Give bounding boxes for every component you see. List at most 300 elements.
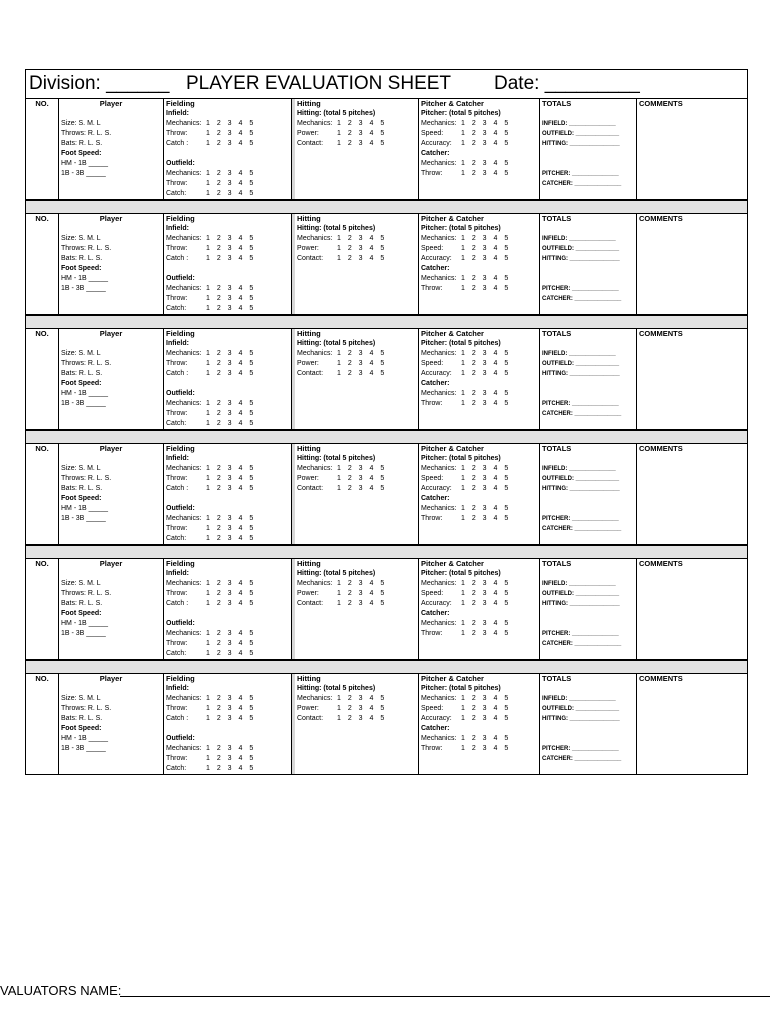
rating-scale[interactable]: 1 2 3 4 5 (206, 400, 254, 407)
total-catcher-field[interactable]: CATCHER: ______________ (542, 756, 622, 762)
no-header: NO. (35, 444, 49, 453)
totals-header: TOTALS (542, 559, 572, 568)
rating-scale[interactable]: 1 2 3 4 5 (337, 130, 385, 137)
rating-scale[interactable]: 1 2 3 4 5 (461, 170, 509, 177)
total-hitting-field[interactable]: HITTING: _______________ (542, 141, 620, 147)
pitcher-catcher-cell (419, 99, 540, 199)
rating-label: Speed: (421, 130, 444, 137)
bats-field[interactable]: Bats: R. L. S. (61, 715, 103, 722)
rating-label: Accuracy: (421, 140, 452, 147)
outfield-label: Outfield: (166, 620, 195, 627)
no-cell[interactable] (26, 214, 59, 314)
hitting-subheader: Hitting: (total 5 pitches) (297, 455, 376, 462)
bats-field[interactable]: Bats: R. L. S. (61, 485, 103, 492)
totals-cell (540, 559, 637, 659)
pitcher-subheader: Pitcher: (total 5 pitches) (421, 225, 501, 232)
rating-label: Accuracy: (421, 715, 452, 722)
no-cell[interactable] (26, 559, 59, 659)
fielding-header: Fielding (166, 329, 195, 338)
rating-label: Accuracy: (421, 370, 452, 377)
rating-scale[interactable]: 1 2 3 4 5 (337, 140, 385, 147)
rating-scale[interactable]: 1 2 3 4 5 (206, 245, 254, 252)
totals-header: TOTALS (542, 214, 572, 223)
rating-label: Throw: (421, 285, 443, 292)
rating-label: Speed: (421, 475, 444, 482)
fielding-header: Fielding (166, 214, 195, 223)
rating-scale[interactable]: 1 2 3 4 5 (337, 360, 385, 367)
pitcher-catcher-cell (419, 329, 540, 429)
rating-scale[interactable]: 1 2 3 4 5 (461, 475, 509, 482)
evaluation-sheet (25, 69, 748, 775)
total-catcher-field[interactable]: CATCHER: ______________ (542, 181, 622, 187)
rating-label: Catch : (166, 140, 189, 147)
rating-label: Throw: (166, 180, 188, 187)
rating-scale[interactable]: 1 2 3 4 5 (337, 350, 385, 357)
fielding-cell (164, 99, 292, 199)
size-field[interactable]: Size: S. M. L (61, 580, 101, 587)
size-field[interactable]: Size: S. M. L (61, 120, 101, 127)
comments-header: COMMENTS (639, 444, 683, 453)
player-cell (59, 214, 164, 314)
rating-scale[interactable]: 1 2 3 4 5 (461, 620, 509, 627)
rating-label: Catch : (166, 485, 189, 492)
rating-scale[interactable]: 1 2 3 4 5 (206, 475, 254, 482)
rating-scale[interactable]: 1 2 3 4 5 (206, 600, 254, 607)
fielding-cell (164, 214, 292, 314)
pitcher-catcher-cell (419, 214, 540, 314)
rating-label: Mechanics: (421, 390, 457, 397)
rating-scale[interactable]: 1 2 3 4 5 (337, 475, 385, 482)
1b-3b-field[interactable]: 1B - 3B _____ (61, 285, 106, 292)
rating-label: Catch: (166, 190, 187, 197)
player-blocks (25, 98, 748, 775)
title-bar (25, 69, 748, 98)
pitcher-subheader: Pitcher: (total 5 pitches) (421, 570, 501, 577)
rating-label: Mechanics: (297, 465, 333, 472)
fielding-cell (164, 674, 292, 774)
hm-1b-field[interactable]: HM - 1B _____ (61, 160, 109, 167)
foot-speed-label: Foot Speed: (61, 265, 102, 272)
total-pitcher-field[interactable]: PITCHER: ______________ (542, 286, 619, 292)
rating-label: Contact: (297, 600, 324, 607)
rating-scale[interactable]: 1 2 3 4 5 (206, 120, 254, 127)
total-hitting-field[interactable]: HITTING: _______________ (542, 716, 620, 722)
rating-scale[interactable]: 1 2 3 4 5 (206, 640, 254, 647)
rating-scale[interactable]: 1 2 3 4 5 (461, 245, 509, 252)
total-infield-field[interactable]: INFIELD: ______________ (542, 236, 616, 242)
player-block (25, 558, 748, 660)
block-divider (25, 200, 748, 213)
infield-label: Infield: (166, 455, 189, 462)
rating-scale[interactable]: 1 2 3 4 5 (461, 630, 509, 637)
total-pitcher-field[interactable]: PITCHER: ______________ (542, 401, 619, 407)
total-infield-field[interactable]: INFIELD: ______________ (542, 351, 616, 357)
outfield-label: Outfield: (166, 505, 195, 512)
bats-field[interactable]: Bats: R. L. S. (61, 255, 103, 262)
rating-scale[interactable]: 1 2 3 4 5 (337, 600, 385, 607)
infield-label: Infield: (166, 225, 189, 232)
outfield-label: Outfield: (166, 275, 195, 282)
rating-label: Throw: (166, 130, 188, 137)
rating-scale[interactable]: 1 2 3 4 5 (461, 745, 509, 752)
rating-label: Mechanics: (166, 170, 202, 177)
rating-scale[interactable]: 1 2 3 4 5 (337, 465, 385, 472)
rating-scale[interactable]: 1 2 3 4 5 (461, 390, 509, 397)
rating-scale[interactable]: 1 2 3 4 5 (337, 590, 385, 597)
player-block (25, 213, 748, 315)
no-cell[interactable] (26, 674, 59, 774)
rating-label: Mechanics: (421, 120, 457, 127)
rating-scale[interactable]: 1 2 3 4 5 (206, 255, 254, 262)
player-cell (59, 444, 164, 544)
pitcher-catcher-cell (419, 444, 540, 544)
rating-scale[interactable]: 1 2 3 4 5 (206, 630, 254, 637)
rating-scale[interactable]: 1 2 3 4 5 (337, 705, 385, 712)
player-block (25, 443, 748, 545)
total-catcher-field[interactable]: CATCHER: ______________ (542, 641, 622, 647)
hitting-subheader: Hitting: (total 5 pitches) (297, 225, 376, 232)
hitting-header: Hitting (297, 444, 321, 453)
rating-scale[interactable]: 1 2 3 4 5 (206, 285, 254, 292)
block-divider (25, 315, 748, 328)
1b-3b-field[interactable]: 1B - 3B _____ (61, 515, 106, 522)
no-header: NO. (35, 559, 49, 568)
total-catcher-field[interactable]: CATCHER: ______________ (542, 296, 622, 302)
rating-scale[interactable]: 1 2 3 4 5 (337, 715, 385, 722)
1b-3b-field[interactable]: 1B - 3B _____ (61, 630, 106, 637)
total-pitcher-field[interactable]: PITCHER: ______________ (542, 631, 619, 637)
totals-header: TOTALS (542, 444, 572, 453)
throws-field[interactable]: Throws: R. L. S. (61, 360, 112, 367)
totals-header: TOTALS (542, 329, 572, 338)
evaluators-name-field[interactable] (120, 996, 770, 997)
1b-3b-field[interactable]: 1B - 3B _____ (61, 745, 106, 752)
rating-scale[interactable]: 1 2 3 4 5 (337, 255, 385, 262)
rating-scale[interactable]: 1 2 3 4 5 (206, 295, 254, 302)
rating-label: Power: (297, 475, 319, 482)
total-outfield-field[interactable]: OUTFIELD: _____________ (542, 476, 620, 482)
no-cell[interactable] (26, 444, 59, 544)
rating-scale[interactable]: 1 2 3 4 5 (206, 590, 254, 597)
no-cell[interactable] (26, 99, 59, 199)
rating-scale[interactable]: 1 2 3 4 5 (206, 715, 254, 722)
rating-scale[interactable]: 1 2 3 4 5 (461, 735, 509, 742)
size-field[interactable]: Size: S. M. L (61, 235, 101, 242)
total-infield-field[interactable]: INFIELD: ______________ (542, 696, 616, 702)
rating-scale[interactable]: 1 2 3 4 5 (206, 235, 254, 242)
hm-1b-field[interactable]: HM - 1B _____ (61, 505, 109, 512)
rating-scale[interactable]: 1 2 3 4 5 (461, 590, 509, 597)
hm-1b-field[interactable]: HM - 1B _____ (61, 735, 109, 742)
1b-3b-field[interactable]: 1B - 3B _____ (61, 170, 106, 177)
total-outfield-field[interactable]: OUTFIELD: _____________ (542, 246, 620, 252)
rating-label: Throw: (166, 705, 188, 712)
comments-cell[interactable] (637, 214, 747, 314)
rating-scale[interactable]: 1 2 3 4 5 (206, 410, 254, 417)
hitting-cell (295, 99, 419, 199)
comments-cell[interactable] (637, 444, 747, 544)
rating-label: Throw: (166, 410, 188, 417)
rating-label: Mechanics: (421, 620, 457, 627)
rating-scale[interactable]: 1 2 3 4 5 (337, 235, 385, 242)
no-header: NO. (35, 329, 49, 338)
throws-field[interactable]: Throws: R. L. S. (61, 590, 112, 597)
rating-scale[interactable]: 1 2 3 4 5 (206, 305, 254, 312)
rating-label: Mechanics: (166, 515, 202, 522)
rating-scale[interactable]: 1 2 3 4 5 (206, 170, 254, 177)
foot-speed-label: Foot Speed: (61, 610, 102, 617)
rating-scale[interactable]: 1 2 3 4 5 (206, 180, 254, 187)
rating-scale[interactable]: 1 2 3 4 5 (461, 715, 509, 722)
date-label[interactable]: Date: _________ (494, 73, 640, 94)
total-outfield-field[interactable]: OUTFIELD: _____________ (542, 591, 620, 597)
catcher-subheader: Catcher: (421, 725, 450, 732)
rating-scale[interactable]: 1 2 3 4 5 (461, 285, 509, 292)
rating-label: Throw: (166, 640, 188, 647)
rating-scale[interactable]: 1 2 3 4 5 (206, 650, 254, 657)
division-label[interactable]: Division: ______ (29, 73, 170, 94)
rating-label: Catch: (166, 765, 187, 772)
rating-label: Catch : (166, 255, 189, 262)
rating-scale[interactable]: 1 2 3 4 5 (337, 485, 385, 492)
block-divider (25, 660, 748, 673)
hitting-header: Hitting (297, 214, 321, 223)
rating-scale[interactable]: 1 2 3 4 5 (206, 765, 254, 772)
rating-scale[interactable]: 1 2 3 4 5 (337, 695, 385, 702)
total-pitcher-field[interactable]: PITCHER: ______________ (542, 746, 619, 752)
comments-cell[interactable] (637, 99, 747, 199)
total-pitcher-field[interactable]: PITCHER: ______________ (542, 171, 619, 177)
rating-label: Mechanics: (421, 735, 457, 742)
rating-label: Accuracy: (421, 255, 452, 262)
infield-label: Infield: (166, 340, 189, 347)
rating-scale[interactable]: 1 2 3 4 5 (461, 275, 509, 282)
outfield-label: Outfield: (166, 160, 195, 167)
total-catcher-field[interactable]: CATCHER: ______________ (542, 526, 622, 532)
1b-3b-field[interactable]: 1B - 3B _____ (61, 400, 106, 407)
rating-label: Speed: (421, 705, 444, 712)
rating-label: Contact: (297, 715, 324, 722)
rating-label: Contact: (297, 255, 324, 262)
foot-speed-label: Foot Speed: (61, 380, 102, 387)
total-hitting-field[interactable]: HITTING: _______________ (542, 371, 620, 377)
rating-label: Mechanics: (421, 505, 457, 512)
rating-label: Throw: (166, 360, 188, 367)
comments-cell[interactable] (637, 559, 747, 659)
rating-scale[interactable]: 1 2 3 4 5 (206, 485, 254, 492)
total-pitcher-field[interactable]: PITCHER: ______________ (542, 516, 619, 522)
size-field[interactable]: Size: S. M. L (61, 465, 101, 472)
total-outfield-field[interactable]: OUTFIELD: _____________ (542, 131, 620, 137)
rating-label: Power: (297, 245, 319, 252)
comments-header: COMMENTS (639, 329, 683, 338)
hitting-cell (295, 444, 419, 544)
rating-scale[interactable]: 1 2 3 4 5 (206, 465, 254, 472)
rating-scale[interactable]: 1 2 3 4 5 (206, 370, 254, 377)
rating-scale[interactable]: 1 2 3 4 5 (206, 140, 254, 147)
rating-scale[interactable]: 1 2 3 4 5 (461, 505, 509, 512)
fielding-header: Fielding (166, 559, 195, 568)
rating-label: Speed: (421, 245, 444, 252)
rating-scale[interactable]: 1 2 3 4 5 (206, 705, 254, 712)
rating-label: Throw: (421, 745, 443, 752)
catcher-subheader: Catcher: (421, 495, 450, 502)
infield-label: Infield: (166, 110, 189, 117)
total-hitting-field[interactable]: HITTING: _______________ (542, 256, 620, 262)
throws-field[interactable]: Throws: R. L. S. (61, 475, 112, 482)
rating-label: Mechanics: (297, 120, 333, 127)
rating-label: Catch: (166, 420, 187, 427)
rating-scale[interactable]: 1 2 3 4 5 (461, 130, 509, 137)
rating-scale[interactable]: 1 2 3 4 5 (337, 370, 385, 377)
rating-label: Throw: (421, 400, 443, 407)
rating-label: Power: (297, 590, 319, 597)
rating-scale[interactable]: 1 2 3 4 5 (461, 235, 509, 242)
rating-scale[interactable]: 1 2 3 4 5 (206, 515, 254, 522)
total-outfield-field[interactable]: OUTFIELD: _____________ (542, 706, 620, 712)
rating-scale[interactable]: 1 2 3 4 5 (337, 580, 385, 587)
rating-scale[interactable]: 1 2 3 4 5 (461, 485, 509, 492)
rating-scale[interactable]: 1 2 3 4 5 (461, 160, 509, 167)
outfield-label: Outfield: (166, 735, 195, 742)
rating-label: Throw: (166, 475, 188, 482)
rating-label: Mechanics: (421, 350, 457, 357)
player-cell (59, 559, 164, 659)
outfield-label: Outfield: (166, 390, 195, 397)
rating-label: Power: (297, 130, 319, 137)
rating-label: Mechanics: (166, 235, 202, 242)
rating-scale[interactable]: 1 2 3 4 5 (206, 190, 254, 197)
rating-label: Catch : (166, 715, 189, 722)
rating-label: Throw: (166, 590, 188, 597)
comments-cell[interactable] (637, 674, 747, 774)
bats-field[interactable]: Bats: R. L. S. (61, 600, 103, 607)
pitcher-catcher-header: Pitcher & Catcher (421, 329, 484, 338)
hitting-header: Hitting (297, 329, 321, 338)
rating-label: Mechanics: (166, 465, 202, 472)
no-cell[interactable] (26, 329, 59, 429)
rating-scale[interactable]: 1 2 3 4 5 (461, 140, 509, 147)
pitcher-subheader: Pitcher: (total 5 pitches) (421, 685, 501, 692)
rating-scale[interactable]: 1 2 3 4 5 (206, 360, 254, 367)
totals-cell (540, 99, 637, 199)
rating-scale[interactable]: 1 2 3 4 5 (206, 350, 254, 357)
rating-scale[interactable]: 1 2 3 4 5 (461, 400, 509, 407)
bats-field[interactable]: Bats: R. L. S. (61, 140, 103, 147)
pitcher-catcher-header: Pitcher & Catcher (421, 214, 484, 223)
size-field[interactable]: Size: S. M. L (61, 695, 101, 702)
rating-scale[interactable]: 1 2 3 4 5 (461, 350, 509, 357)
rating-label: Power: (297, 705, 319, 712)
total-hitting-field[interactable]: HITTING: _______________ (542, 486, 620, 492)
total-infield-field[interactable]: INFIELD: ______________ (542, 581, 616, 587)
throws-field[interactable]: Throws: R. L. S. (61, 705, 112, 712)
rating-scale[interactable]: 1 2 3 4 5 (461, 120, 509, 127)
size-field[interactable]: Size: S. M. L (61, 350, 101, 357)
foot-speed-label: Foot Speed: (61, 150, 102, 157)
hm-1b-field[interactable]: HM - 1B _____ (61, 275, 109, 282)
rating-label: Mechanics: (421, 580, 457, 587)
rating-scale[interactable]: 1 2 3 4 5 (461, 705, 509, 712)
comments-header: COMMENTS (639, 99, 683, 108)
evaluators-name-label: VALUATORS NAME: (0, 983, 122, 998)
rating-label: Mechanics: (297, 580, 333, 587)
rating-scale[interactable]: 1 2 3 4 5 (337, 245, 385, 252)
total-infield-field[interactable]: INFIELD: ______________ (542, 466, 616, 472)
rating-scale[interactable]: 1 2 3 4 5 (461, 360, 509, 367)
player-header: Player (99, 99, 123, 108)
hitting-cell (295, 559, 419, 659)
rating-scale[interactable]: 1 2 3 4 5 (206, 525, 254, 532)
rating-label: Mechanics: (166, 285, 202, 292)
rating-scale[interactable]: 1 2 3 4 5 (461, 515, 509, 522)
rating-label: Catch: (166, 650, 187, 657)
rating-scale[interactable]: 1 2 3 4 5 (206, 580, 254, 587)
foot-speed-label: Foot Speed: (61, 495, 102, 502)
totals-cell (540, 214, 637, 314)
rating-scale[interactable]: 1 2 3 4 5 (461, 370, 509, 377)
throws-field[interactable]: Throws: R. L. S. (61, 245, 112, 252)
rating-label: Catch : (166, 370, 189, 377)
rating-label: Mechanics: (297, 235, 333, 242)
foot-speed-label: Foot Speed: (61, 725, 102, 732)
rating-scale[interactable]: 1 2 3 4 5 (206, 535, 254, 542)
pitcher-catcher-cell (419, 674, 540, 774)
fielding-cell (164, 559, 292, 659)
rating-scale[interactable]: 1 2 3 4 5 (206, 755, 254, 762)
total-outfield-field[interactable]: OUTFIELD: _____________ (542, 361, 620, 367)
rating-label: Contact: (297, 485, 324, 492)
comments-cell[interactable] (637, 329, 747, 429)
rating-label: Mechanics: (166, 580, 202, 587)
rating-scale[interactable]: 1 2 3 4 5 (461, 580, 509, 587)
rating-scale[interactable]: 1 2 3 4 5 (206, 695, 254, 702)
player-cell (59, 329, 164, 429)
rating-scale[interactable]: 1 2 3 4 5 (461, 695, 509, 702)
total-infield-field[interactable]: INFIELD: ______________ (542, 121, 616, 127)
totals-cell (540, 329, 637, 429)
rating-label: Throw: (166, 525, 188, 532)
rating-label: Catch : (166, 600, 189, 607)
player-header: Player (99, 674, 123, 683)
rating-label: Throw: (421, 515, 443, 522)
rating-scale[interactable]: 1 2 3 4 5 (461, 600, 509, 607)
bats-field[interactable]: Bats: R. L. S. (61, 370, 103, 377)
rating-label: Catch: (166, 305, 187, 312)
fielding-header: Fielding (166, 444, 195, 453)
total-catcher-field[interactable]: CATCHER: ______________ (542, 411, 622, 417)
rating-scale[interactable]: 1 2 3 4 5 (206, 420, 254, 427)
rating-scale[interactable]: 1 2 3 4 5 (206, 745, 254, 752)
hm-1b-field[interactable]: HM - 1B _____ (61, 620, 109, 627)
rating-label: Accuracy: (421, 600, 452, 607)
player-header: Player (99, 329, 123, 338)
rating-label: Throw: (166, 755, 188, 762)
throws-field[interactable]: Throws: R. L. S. (61, 130, 112, 137)
hm-1b-field[interactable]: HM - 1B _____ (61, 390, 109, 397)
no-header: NO. (35, 214, 49, 223)
pitcher-subheader: Pitcher: (total 5 pitches) (421, 110, 501, 117)
hitting-cell (295, 214, 419, 314)
rating-scale[interactable]: 1 2 3 4 5 (461, 465, 509, 472)
rating-label: Mechanics: (421, 160, 457, 167)
total-hitting-field[interactable]: HITTING: _______________ (542, 601, 620, 607)
hitting-subheader: Hitting: (total 5 pitches) (297, 570, 376, 577)
rating-scale[interactable]: 1 2 3 4 5 (461, 255, 509, 262)
rating-scale[interactable]: 1 2 3 4 5 (337, 120, 385, 127)
hitting-cell (295, 674, 419, 774)
rating-scale[interactable]: 1 2 3 4 5 (206, 130, 254, 137)
